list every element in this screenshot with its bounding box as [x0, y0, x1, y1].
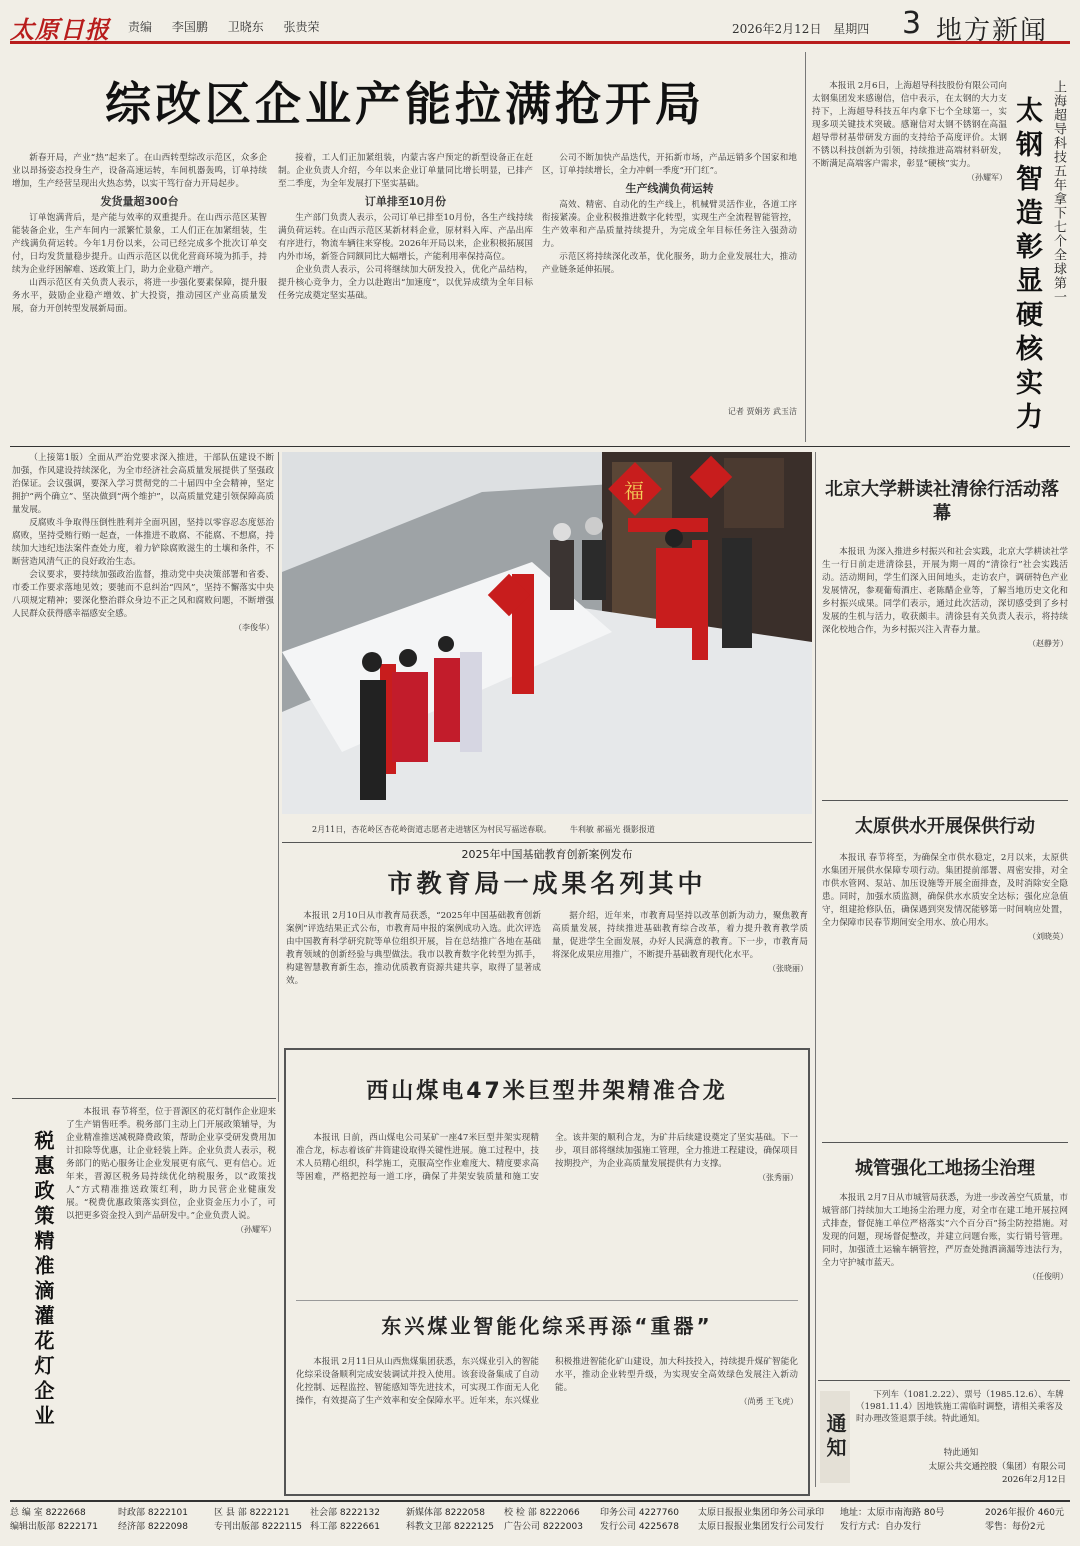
footer-line: 专刊出版部 8222115	[214, 1522, 302, 1532]
paragraph: 公司不断加快产品迭代，开拓新市场，产品远销多个国家和地区，订单持续增长，全力冲刺一季度“开门红”。	[542, 153, 797, 176]
footer-line: 经济部 8222098	[118, 1522, 188, 1532]
paragraph: 反腐败斗争取得压倒性胜利并全面巩固，坚持以零容忍态度惩治腐败，坚持受贿行贿一起查，一体推进不敢腐、不能腐、不想腐，持续加大违纪违法案件查处力度，着力铲除腐败滋生的土壤和条件，不断营造风清气正的良好政治生态。	[12, 518, 274, 567]
lead-col2	[278, 152, 533, 442]
coal2-headline: 东兴煤业智能化综采再添“重器”	[381, 1314, 713, 1338]
paragraph: 本报讯 2月11日从山西焦煤集团获悉，东兴煤业引入的智能化综采设备顺利完成安装调试并投入使用。该套设备集成了自动化控制、远程监控、智能感知等先进技术，可实现工作面无人化操作，有效提高了生产效率和安全保障水平。近年来，东兴煤业积极推进智能化矿山建设，加大科技投入，持续提升煤矿智能化水平，推动企业转型升级，为实现安全高效绿色发展注入新动能。	[296, 1357, 798, 1406]
footer-line: 编辑出版部 8222171	[10, 1522, 98, 1532]
water-headline: 太原供水开展保供行动	[855, 816, 1035, 837]
edu-kicker: 2025年中国基础教育创新案例发布	[461, 848, 633, 861]
tax-article	[66, 1106, 276, 1494]
footer-line: 印务公司 4227760	[600, 1508, 679, 1518]
edu-byline: （张晓丽）	[768, 964, 808, 973]
section-divider	[822, 1142, 1068, 1143]
urban-headline: 城管强化工地扬尘治理	[855, 1158, 1035, 1179]
section-divider	[822, 800, 1068, 801]
lead-subhead-3: 生产线满负荷运转	[625, 182, 714, 195]
fu-character: 福	[624, 479, 644, 503]
notice-label: 通知	[820, 1391, 850, 1483]
edu-col-right	[552, 910, 808, 1040]
footer-line: 社会部 8222132	[310, 1508, 380, 1518]
footer-contact	[698, 1506, 824, 1534]
lead-subhead-1: 发货量超300台	[100, 195, 179, 208]
footer-contact	[10, 1506, 98, 1534]
footer-contact	[406, 1506, 494, 1534]
footer-line: 总 编 室 8222668	[10, 1508, 86, 1518]
footer-line: 发行方式：自办发行	[840, 1522, 922, 1532]
footer-line: 区 县 部 8222121	[214, 1508, 290, 1518]
taigang-byline: （孙耀军）	[967, 173, 1007, 182]
photo-caption-row	[312, 824, 802, 838]
lead-headline-box	[20, 72, 790, 142]
editors-line	[128, 18, 336, 35]
paragraph: 高效、精密、自动化的生产线上，机械臂灵活作业，各道工序衔接紧凑。企业积极推进数字化转型，实现生产全流程智能管控，生产效率和产品质量持续提升，为完成全年目标任务注入强劲动力。	[542, 200, 797, 249]
news-photo	[282, 452, 812, 814]
section-divider	[12, 1098, 276, 1099]
footer-contact	[214, 1506, 302, 1534]
water-byline: （刘晓英）	[1028, 932, 1068, 941]
footer-line: 校 检 部 8222066	[504, 1508, 580, 1518]
taigang-text	[812, 80, 1007, 440]
paper-logo: 太原日报	[10, 15, 110, 44]
paragraph: 山西示范区有关负责人表示，将进一步强化要素保障，提升服务水平，鼓励企业稳产增效、扩大投资，推动园区产业高质量发展，奋力开创转型发展新局面。	[12, 278, 267, 314]
footer-line: 地址：太原市南海路 80号	[840, 1508, 945, 1518]
coal1-byline: （张秀丽）	[758, 1173, 798, 1182]
taigang-headline: 太钢智造彰显硬核实力	[1011, 96, 1042, 436]
masthead	[10, 8, 1070, 44]
paragraph: 企业负责人表示，公司将继续加大研发投入，优化产品结构，提升核心竞争力，全力以赴跑出“加速度”，以优异成绩为全年目标任务完成奠定坚实基础。	[278, 265, 533, 301]
coal2-article	[296, 1356, 798, 1491]
water-article	[822, 852, 1068, 1137]
footer-contact	[504, 1506, 583, 1534]
taigang-kicker: 上海超导科技五年拿下七个全球第一	[1051, 80, 1066, 304]
notice-date: 2026年2月12日	[1001, 1475, 1066, 1485]
paragraph: 订单饱满背后，是产能与效率的双重提升。在山西示范区某智能装备企业，生产车间内一派繁忙景象，工人们正在加紧组装，生产线满负荷运转。今年1月份以来，公司已经完成多个批次订单交付，日均发货量稳步提升。山西示范区以优化营商环境为抓手，持续为企业纾困解难、送政策上门，助力企业稳产增产。	[12, 213, 267, 275]
paragraph: 本报讯 为深入推进乡村振兴和社会实践，北京大学耕读社学生一行日前走进清徐县，开展为期一周的“清徐行”社会实践活动。活动期间，学生们深入田间地头，走访农户，调研特色产业发展情况，参观葡萄酒庄、老陈醋企业等，了解当地历史文化和乡村振兴成果。同学们表示，通过此次活动，深切感受到了乡村发展的生机与活力，收获颇丰。清徐县有关负责人表示，将持续深化校地合作，为乡村振兴注入青春力量。	[822, 547, 1068, 635]
footer-contact	[118, 1506, 188, 1534]
coal2-byline: （尚勇 王飞虎）	[739, 1397, 798, 1406]
page-name: 地方新闻	[936, 16, 1049, 44]
footer	[10, 1500, 1070, 1544]
photo-caption: 2月11日，杏花岭区杏花岭街道志愿者走进辖区为村民写福送春联。	[312, 825, 552, 834]
urban-byline: （任俊明）	[1028, 1272, 1068, 1281]
editor-label: 责编	[128, 20, 153, 34]
lead-col1	[12, 152, 267, 442]
paragraph: 新春开局，产业“热”起来了。在山西转型综改示范区，众多企业以昂扬姿态投身生产，设备高速运转，车间机器轰鸣，订单持续增加，生产经营呈现出火热态势，以实干笃行奋力开局起步。	[12, 153, 267, 189]
coal-box	[284, 1048, 810, 1496]
photo-credit: 牛利敏 郝福光 摄影报道	[569, 825, 655, 834]
section-divider	[282, 842, 812, 843]
paragraph: 本报讯 2月6日，上海超导科技股份有限公司向太钢集团发来感谢信，信中表示，在太钢的大力支持下，上海超导科技五年内拿下七个全球第一，实现多项关键技术突破。感谢信对太钢不锈钢在高温超导带材基带研发方面的支持给予高度评价。太钢不锈以科技创新为引领，持续推进高端材料研发，不断满足高端客户需求，彰显“硬核”实力。	[812, 81, 1007, 169]
paragraph: 生产部门负责人表示，公司订单已排至10月份，各生产线持续满负荷运转。在山西示范区某新材料企业，原材料入库、产品出库有序进行，物流车辆往来穿梭。2026年开局以来，企业积极拓展国内外市场，新签合同额同比大幅增长，产能利用率保持高位。	[278, 213, 533, 262]
urban-article	[822, 1192, 1068, 1377]
notice-box	[818, 1380, 1070, 1490]
section-divider	[10, 446, 1070, 447]
lead-subhead-2: 订单排至10月份	[364, 195, 447, 208]
pku-headline: 北京大学耕读社清徐行活动落幕	[825, 479, 1059, 524]
lead-byline: 记者 贾娟芳 武玉洁	[727, 407, 797, 416]
paragraph: 本报讯 2月10日从市教育局获悉，“2025年中国基础教育创新案例”评选结果正式公布，市教育局申报的案例成功入选。此次评选由中国教育科学研究院等单位组织开展，旨在总结推广各地在基础教育领域的创新经验与典型做法。我市以教育数字化转型为抓手，构建智慧教育新生态，推动优质教育资源共建共享，取得了显著成效。	[286, 911, 541, 986]
coal1-article	[296, 1132, 798, 1297]
photo-illustration	[282, 452, 812, 814]
paragraph: 本报讯 春节将至，为确保全市供水稳定，2月以来，太原供水集团开展供水保障专项行动。集团提前部署、周密安排，对全市供水管网、泵站、加压设施等开展全面排查，及时消除安全隐患。同时，加强水质监测，确保供水水质安全达标；强化应急值守，组建抢修队伍，确保遇到突发情况能够第一时间响应处置，全力保障市民春节期间安全用水、放心用水。	[822, 853, 1068, 928]
footer-line: 时政部 8222101	[118, 1508, 188, 1518]
editor-name: 李国鹏	[171, 20, 208, 34]
footer-line: 零售：每份2元	[985, 1522, 1045, 1532]
date-text: 2026年2月12日	[732, 22, 822, 36]
lead-col3	[542, 152, 797, 414]
notice-issuer: 太原公共交通控股（集团）有限公司	[928, 1462, 1066, 1472]
weekday-text: 星期四	[833, 22, 870, 36]
tax-headline: 税惠政策精准滴灌花灯企业	[31, 1130, 55, 1430]
page-number: 3	[902, 8, 922, 41]
footer-contact	[985, 1506, 1064, 1534]
footer-contact	[310, 1506, 380, 1534]
inner-divider	[296, 1300, 798, 1301]
footer-line: 2026年报价 460元	[985, 1508, 1064, 1518]
footer-line: 广告公司 8222003	[504, 1522, 583, 1532]
column-divider	[815, 452, 816, 1487]
footer-line: 科工部 8222661	[310, 1522, 380, 1532]
editor-name: 卫晓东	[227, 20, 264, 34]
footer-line: 太原日报报业集团发行公司发行	[698, 1522, 825, 1532]
editor-name: 张贵荣	[283, 20, 320, 34]
footer-line: 科教文卫部 8222125	[406, 1522, 494, 1532]
paragraph: 本报讯 日前，西山煤电公司某矿一座47米巨型井架实现精准合龙，标志着该矿井筒建设取得关键性进展。施工过程中，技术人员精心组织，科学施工，克服高空作业难度大、精度要求高等困难，严格把控每一道工序，确保了井架安装质量和施工安全。该井架的顺利合龙，为矿井后续建设奠定了坚实基础。下一步，项目部将继续加强施工管理，全力推进工程建设，确保项目按期投产，为企业高质量发展提供有力支撑。	[296, 1133, 798, 1182]
paragraph: 接着，工人们正加紧组装，内蒙古客户预定的新型设备正在赶制。企业负责人介绍，今年以来企业订单量同比增长明显，已排产至二季度，为全年发展打下坚实基础。	[278, 153, 533, 189]
coal1-headline: 西山煤电47米巨型井架精准合龙	[366, 1079, 728, 1104]
paragraph: 本报讯 2月7日从市城管局获悉，为进一步改善空气质量，市城管部门持续加大工地扬尘治理力度，对全市在建工地开展拉网式排查，督促施工单位严格落实“六个百分百”扬尘防控措施。对发现的问题，现场督促整改，并建立问题台账，实行销号管理。同时，加强渣土运输车辆管控，严厉查处抛洒滴漏等违法行为，全力守护城市蓝天。	[822, 1193, 1068, 1268]
footer-line: 太原日报报业集团印务公司承印	[698, 1508, 825, 1518]
pku-article	[822, 546, 1068, 742]
continued-byline: （李俊华）	[234, 623, 274, 632]
paragraph: 会议要求，要持续加强政治监督，推动党中央决策部署和省委、市委工作要求落地见效；要驰而不息纠治“四风”，坚持不懈落实中央八项规定精神；要深化整治群众身边不正之风和腐败问题，不断增强人民群众获得感幸福感安全感。	[12, 570, 274, 619]
notice-title: 特此通知	[943, 1448, 979, 1458]
paragraph: 据介绍，近年来，市教育局坚持以改革创新为动力，聚焦教育高质量发展，持续推进基础教育综合改革，着力提升教育教学质量，促进学生全面发展，办好人民满意的教育。下一步，市教育局将深化成果应用推广，不断提升基础教育现代化水平。	[552, 911, 808, 960]
edu-headline: 市教育局一成果名列其中	[387, 869, 707, 898]
lead-headline: 综改区企业产能拉满抢开局	[105, 77, 705, 131]
paragraph: 示范区将持续深化改革，优化服务，助力企业发展壮大，推动产业链条延伸拓展。	[542, 252, 797, 275]
pku-byline: （赵静芳）	[1028, 639, 1068, 648]
edu-col-left	[286, 910, 541, 1040]
paragraph: 本报讯 春节将至，位于晋源区的花灯制作企业迎来了生产销售旺季。税务部门主动上门开展政策辅导，为企业精准推送减税降费政策，帮助企业享受研发费用加计扣除等优惠，让企业轻装上阵。企业负责人表示，税务部门的贴心服务让企业发展更有底气、更有信心。近年来，晋源区税务局持续优化纳税服务，以“政策找人”方式精准推送政策红利，助力民营企业健康发展。“税费优惠政策落实到位，企业资金压力小了，可以把更多资金投入到产品研发中。”企业负责人说。	[66, 1107, 276, 1221]
column-divider	[805, 52, 806, 442]
tax-byline: （孙耀军）	[236, 1225, 276, 1234]
paragraph: （上接第1版）全面从严治党要求深入推进，干部队伍建设不断加强，作风建设持续深化，为全市经济社会高质量发展提供了坚强政治保证。会议强调，要深入学习贯彻党的二十届四中全会精神，坚定拥护“两个确立”、坚决做到“两个维护”，以高质量党建引领保障高质量发展。	[12, 453, 274, 515]
footer-contact	[840, 1506, 944, 1534]
footer-contact	[600, 1506, 679, 1534]
column-divider	[278, 452, 279, 1102]
notice-text: 下列车（1081.2.22）、票号（1985.12.6）、车牌（1981.11.4）因地铁施工需临时调整，请相关乘客及时办理改签退票手续。特此通知。	[856, 1390, 1064, 1424]
footer-line: 新媒体部 8222058	[406, 1508, 485, 1518]
footer-line: 发行公司 4225678	[600, 1522, 679, 1532]
continued-article	[12, 452, 274, 1092]
issue-date	[732, 20, 869, 37]
